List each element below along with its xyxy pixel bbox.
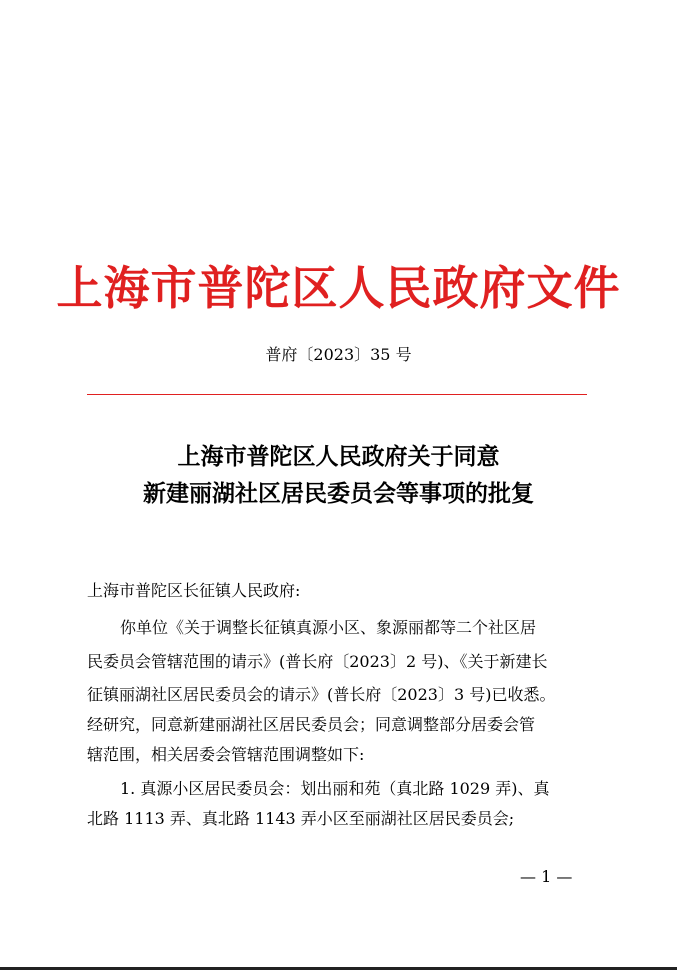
paragraph-line: 民委员会管辖范围的请示》(普长府〔2023〕2 号)、《关于新建长 xyxy=(87,652,548,671)
paragraph-line: 北路 1113 弄、真北路 1143 弄小区至丽湖社区居民委员会; xyxy=(87,809,515,828)
page-number: — 1 — xyxy=(520,867,573,886)
document-header-title: 上海市普陀区人民政府文件 xyxy=(56,261,621,315)
paragraph-line: 辖范围，相关居委会管辖范围调整如下: xyxy=(87,745,365,764)
paragraph-line: 1. 真源小区居民委员会：划出丽和苑（真北路 1029 弄)、真 xyxy=(120,779,550,798)
addressee: 上海市普陀区长征镇人民政府: xyxy=(87,581,301,600)
document-title xyxy=(0,438,677,512)
paragraph-line: 经研究，同意新建丽湖社区居民委员会；同意调整部分居委会管 xyxy=(87,715,536,734)
title-line-2: 新建丽湖社区居民委员会等事项的批复 xyxy=(143,480,534,507)
paragraph-line: 征镇丽湖社区居民委员会的请示》(普长府〔2023〕3 号)已收悉。 xyxy=(87,685,556,704)
title-line-1: 上海市普陀区人民政府关于同意 xyxy=(177,443,500,470)
document-number: 普府〔2023〕35 号 xyxy=(265,345,412,364)
header-divider xyxy=(87,394,587,395)
paragraph-line: 你单位《关于调整长征镇真源小区、象源丽都等二个社区居 xyxy=(120,618,537,637)
